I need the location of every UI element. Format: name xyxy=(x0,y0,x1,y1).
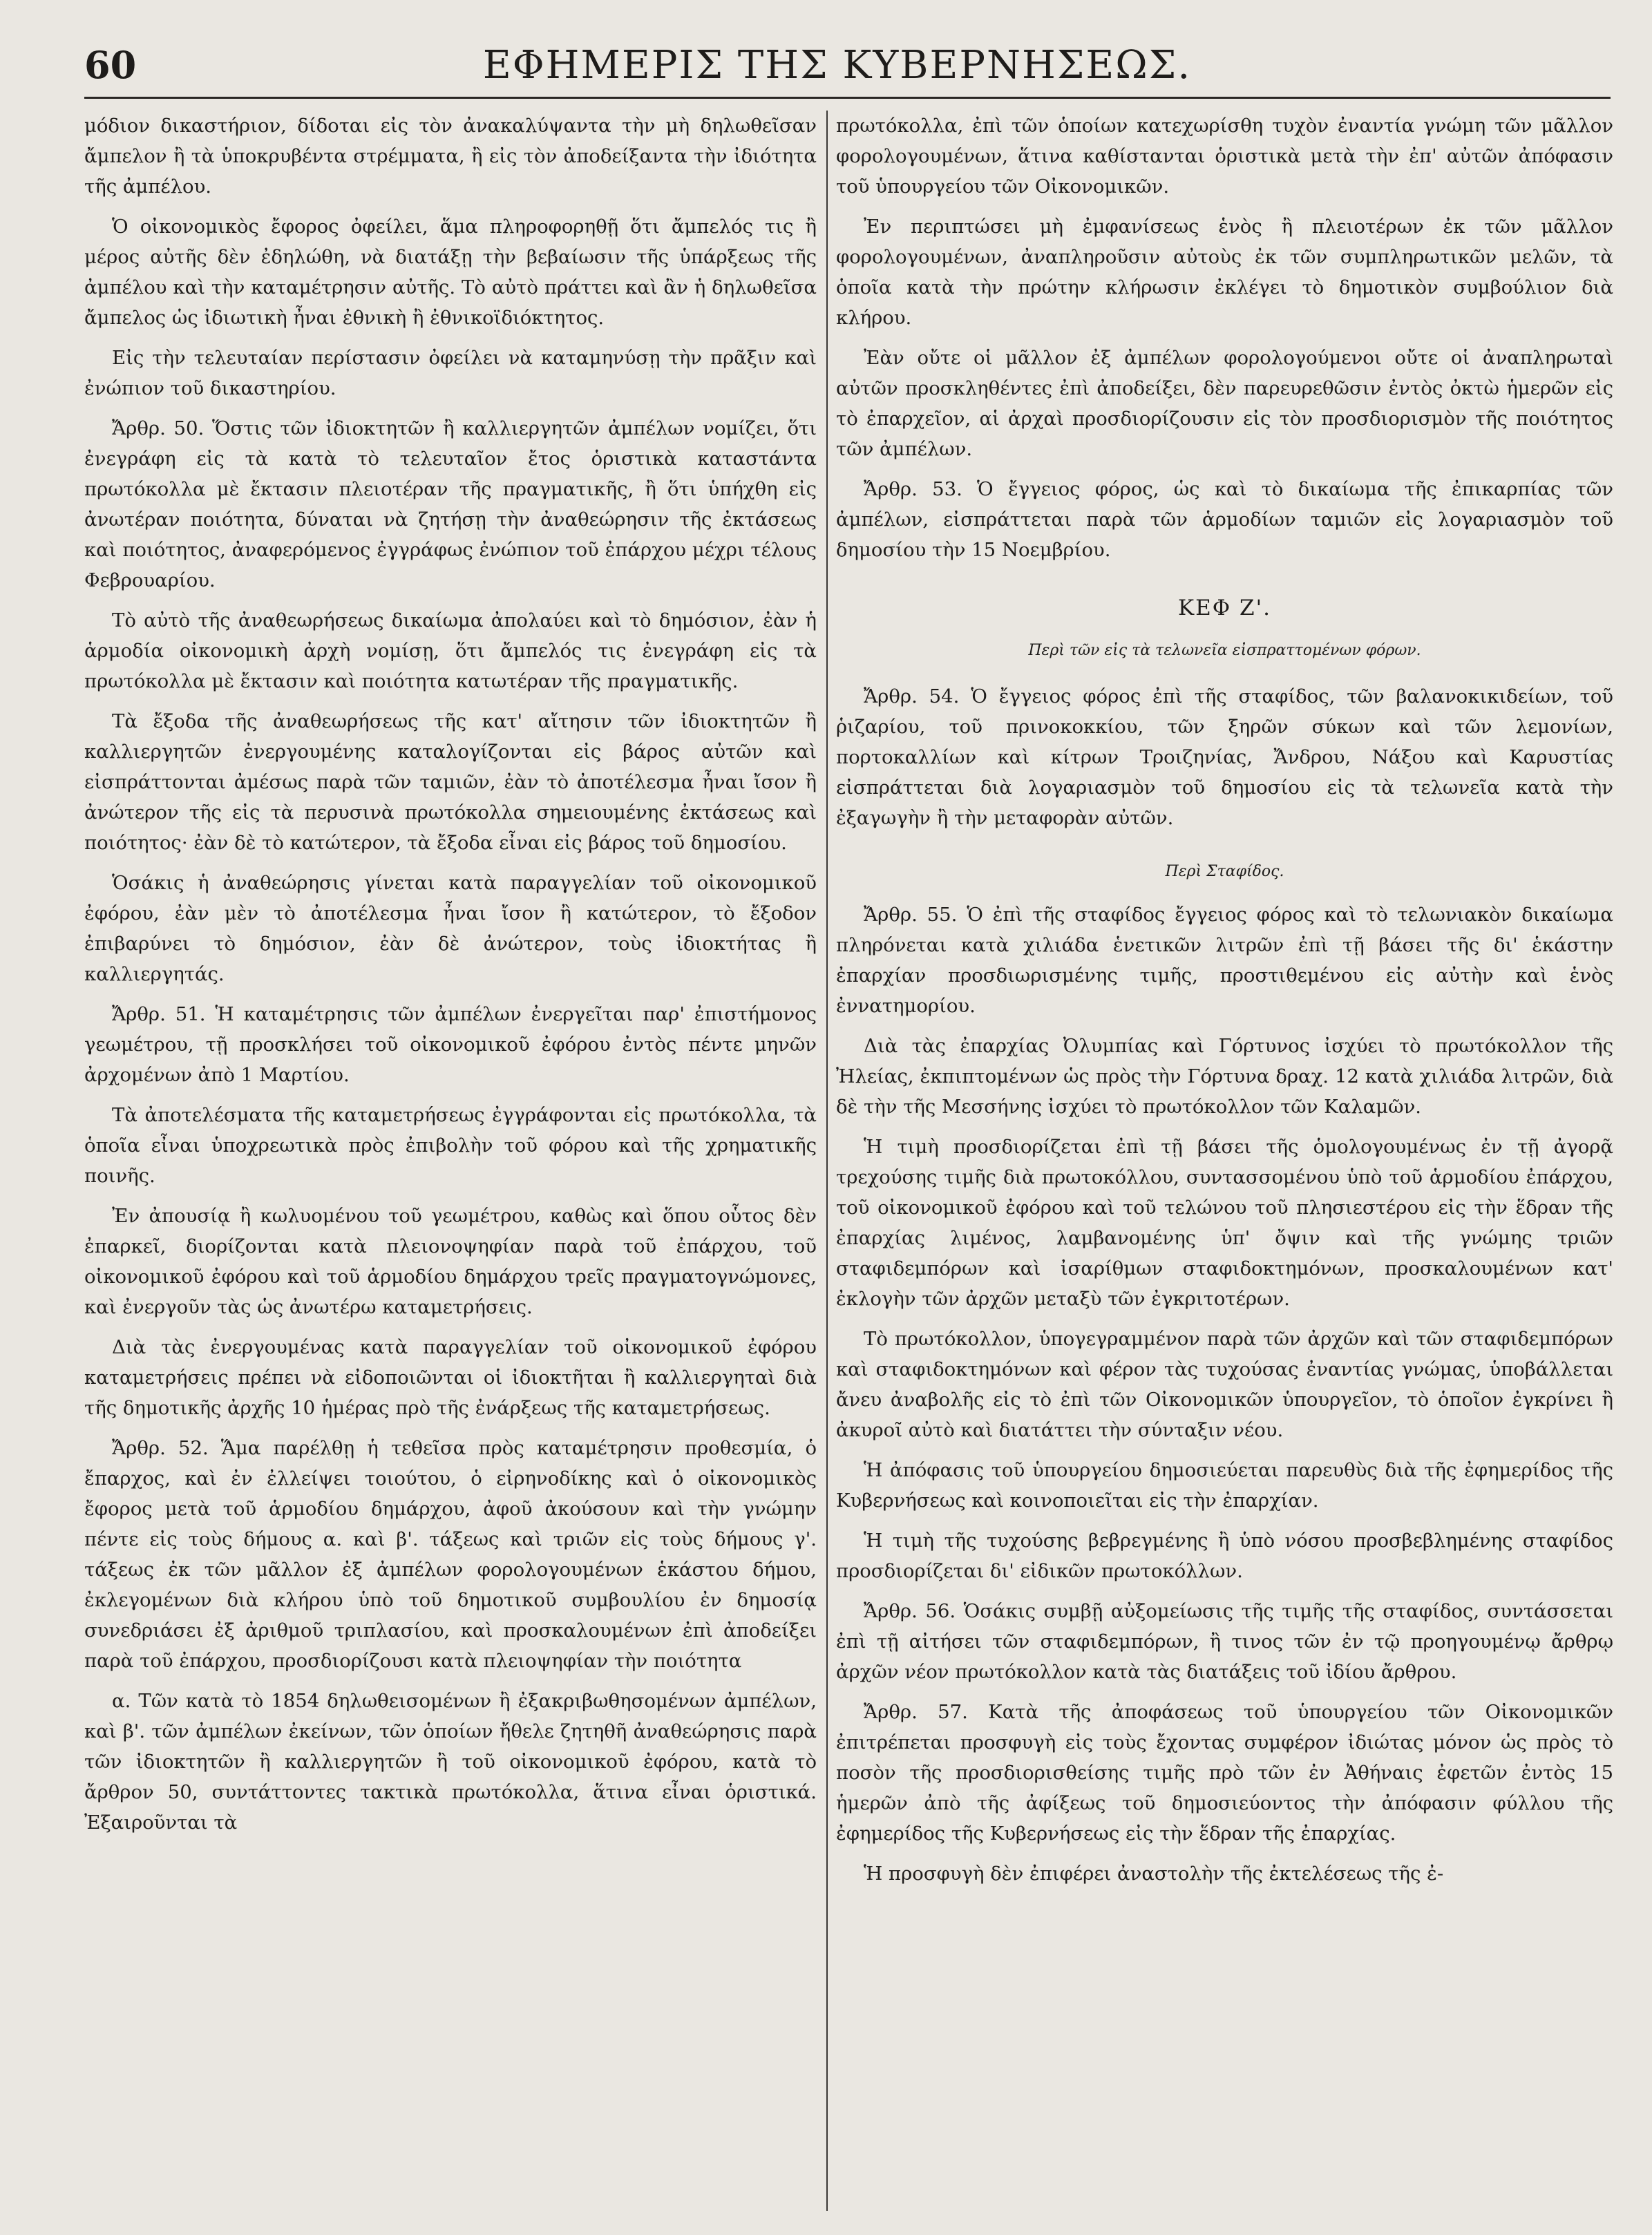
page-header xyxy=(84,43,1590,105)
column-divider xyxy=(826,111,828,2211)
header-rule xyxy=(84,97,1611,99)
paragraph: Διὰ τὰς ἐνεργουμένας κατὰ παραγγελίαν τοῦ οἰκονομικοῦ ἐφόρου καταμετρήσεις πρέπει νὰ εἰδοποιῶνται οἱ ἰδιοκτῆται ἢ καλλιεργηταὶ διὰ τῆς δημοτικῆς ἀρχῆς 10 ἡμέρας πρὸ τῆς ἐνάρξεως τῆς καταμετρήσεως. xyxy=(84,1336,817,1419)
paragraph: Ἡ ἀπόφασις τοῦ ὑπουργείου δημοσιεύεται παρευθὺς διὰ τῆς ἐφημερίδος τῆς Κυβερνήσεως καὶ κοινοποιεῖται εἰς τὴν ἐπαρχίαν. xyxy=(836,1459,1613,1512)
article-55: Ἄρθρ. 55. Ὁ ἐπὶ τῆς σταφίδος ἔγγειος φόρος καὶ τὸ τελωνιακὸν δικαίωμα πληρόνεται κατὰ χιλιάδα ἑνετικῶν λιτρῶν ἐπὶ τῇ βάσει τῆς δι' ἑκάστην ἐπαρχίαν προσδιωρισμένης τιμῆς, προστιθεμένου εἰς αὐτὴν καὶ ἑνὸς ἐννατημορίου. xyxy=(836,904,1613,1017)
article-51: Ἄρθρ. 51. Ἡ καταμέτρησις τῶν ἀμπέλων ἐνεργεῖται παρ' ἐπιστήμονος γεωμέτρου, τῇ προσκλήσει τοῦ οἰκονομικοῦ ἐφόρου ἐντὸς πέντε μηνῶν ἀρχομένων ἀπὸ 1 Μαρτίου. xyxy=(84,1003,817,1086)
paragraph: Τὰ ἔξοδα τῆς ἀναθεωρήσεως τῆς κατ' αἴτησιν τῶν ἰδιοκτητῶν ἢ καλλιεργητῶν ἐνεργουμένης καταλογίζονται εἰς βάρος αὐτῶν καὶ εἰσπράττονται ἀμέσως παρὰ τῶν ταμιῶν, ἐὰν τὸ ἀποτέλεσμα ἦναι ἴσον ἢ ἀνώτερον τῆς εἰς τὰ περυσινὰ πρωτόκολλα σημειουμένης ἐκτάσεως καὶ ποιότητος· ἐὰν δὲ τὸ κατώτερον, τὰ ἔξοδα εἶναι εἰς βάρος τοῦ δημοσίου. xyxy=(84,710,817,854)
article-57: Ἄρθρ. 57. Κατὰ τῆς ἀποφάσεως τοῦ ὑπουργείου τῶν Οἰκονομικῶν ἐπιτρέπεται προσφυγὴ εἰς τοὺς ἔχοντας συμφέρον ἰδιώτας μόνον ὡς πρὸς τὸ ποσὸν τῆς προσδιορισθείσης τιμῆς πρὸ τῶν ἐν Ἀθήναις ἐφετῶν ἐντὸς 15 ἡμερῶν ἀπὸ τῆς ἀφίξεως τοῦ δημοσιεύοντος τὴν ἀπόφασιν φύλλου τῆς ἐφημερίδος τῆς Κυβερνήσεως εἰς τὴν ἕδραν τῆς ἐπαρχίας. xyxy=(836,1701,1613,1845)
paragraph: α. Τῶν κατὰ τὸ 1854 δηλωθεισομένων ἢ ἐξακριβωθησομένων ἀμπέλων, καὶ β'. τῶν ἀμπέλων ἐκείνων, τῶν ὁποίων ἤθελε ζητηθῆ ἀναθεώρησις παρὰ τῶν ἰδιοκτητῶν ἢ καλλιεργητῶν ἢ τοῦ οἰκονομικοῦ ἐφόρου, κατὰ τὸ ἄρθρον 50, συντάττοντες τακτικὰ πρωτόκολλα, ἅτινα εἶναι ὁριστικά. Ἐξαιροῦνται τὰ xyxy=(84,1690,817,1834)
chapter-heading: ΚΕΦ Ζ'. xyxy=(1178,596,1271,620)
running-title: ΕΦΗΜΕΡΙΣ ΤΗΣ ΚΥΒΕΡΝΗΣΕΩΣ. xyxy=(482,43,1192,88)
paragraph: Ἐν περιπτώσει μὴ ἐμφανίσεως ἑνὸς ἢ πλειοτέρων ἐκ τῶν μᾶλλον φορολογουμένων, ἀναπληροῦσιν αὐτοὺς ἐκ τῶν συμπληρωτικῶν μελῶν, τὰ ὁποῖα κατὰ τὴν πρώτην κλήρωσιν ἐκλέγει τὸ δημοτικὸν συμβούλιον διὰ κλήρου. xyxy=(836,216,1613,329)
chapter-subheading: Περὶ τῶν εἰς τὰ τελωνεῖα εἰσπραττομένων φόρων. xyxy=(1028,642,1421,659)
paragraph: Ὁσάκις ἡ ἀναθεώρησις γίνεται κατὰ παραγγελίαν τοῦ οἰκονομικοῦ ἐφόρου, ἐὰν μὲν τὸ ἀποτέλεσμα ἦναι ἴσον ἢ κατώτερον, τὸ ἔξοδον ἐπιβαρύνει τὸ δημόσιον, ἐὰν δὲ ἀνώτερον, τοὺς ἰδιοκτήτας ἢ καλλιεργητάς. xyxy=(84,872,817,985)
paragraph: Εἰς τὴν τελευταίαν περίστασιν ὀφείλει νὰ καταμηνύσῃ τὴν πρᾶξιν καὶ ἐνώπιον τοῦ δικαστηρίου. xyxy=(84,347,817,399)
paragraph: Τὸ αὐτὸ τῆς ἀναθεωρήσεως δικαίωμα ἀπολαύει καὶ τὸ δημόσιον, ἐὰν ἡ ἁρμοδία οἰκονομικὴ ἀρχὴ νομίσῃ, ὅτι ἄμπελός τις ἐνεγράφη εἰς τὰ πρωτόκολλα μὲ ἔκτασιν καὶ ποιότητα κατωτέραν τῆς πραγματικῆς. xyxy=(84,609,817,692)
paragraph: Ἡ τιμὴ τῆς τυχούσης βεβρεγμένης ἢ ὑπὸ νόσου προσβεβλημένης σταφίδος προσδιορίζεται δι' εἰδικῶν πρωτοκόλλων. xyxy=(836,1530,1613,1582)
article-54: Ἄρθρ. 54. Ὁ ἔγγειος φόρος ἐπὶ τῆς σταφίδος, τῶν βαλανοκικιδείων, τοῦ ῥιζαρίου, τοῦ πρινοκοκκίου, τῶν ξηρῶν σύκων καὶ τῶν λεμονίων, πορτοκαλλίων καὶ κίτρων Τροιζηνίας, Ἄνδρου, Νάξου καὶ Καρυστίας εἰσπράττεται διὰ λογαριασμὸν τοῦ δημοσίου εἰς τὰ τελωνεῖα κατὰ τὴν ἐξαγωγὴν ἢ τὴν μεταφορὰν αὐτῶν. xyxy=(836,685,1613,829)
paragraph: Τὸ πρωτόκολλον, ὑπογεγραμμένον παρὰ τῶν ἀρχῶν καὶ τῶν σταφιδεμπόρων καὶ σταφιδοκτημόνων καὶ φέρον τὰς τυχούσας ἐναντίας γνώμας, ὑποβάλλεται ἄνευ ἀναβολῆς εἰς τὸ ἐπὶ τῶν Οἰκονομικῶν ὑπουργεῖον, τὸ ὁποῖον ἐγκρίνει ἢ ἀκυροῖ αὐτὸ καὶ διατάττει τὴν σύνταξιν νέου. xyxy=(836,1328,1613,1441)
article-50: Ἄρθρ. 50. Ὅστις τῶν ἰδιοκτητῶν ἢ καλλιεργητῶν ἀμπέλων νομίζει, ὅτι ἐνεγράφη εἰς τὰ κατὰ τὸ τελευταῖον ἔτος ὁριστικὰ καταστάντα πρωτόκολλα μὲ ἔκτασιν πλειοτέραν τῆς πραγματικῆς, ἢ ὅτι ὑπήχθη εἰς ἀνωτέραν ποιότητα, δύναται νὰ ζητήσῃ τὴν ἀναθεώρησιν τῆς ἐκτάσεως καὶ ποιότητος, ἀναφερόμενος ἐγγράφως ἐνώπιον τοῦ ἐπάρχου μέχρι τέλους Φεβρουαρίου. xyxy=(84,417,817,591)
article-53: Ἄρθρ. 53. Ὁ ἔγγειος φόρος, ὡς καὶ τὸ δικαίωμα τῆς ἐπικαρπίας τῶν ἀμπέλων, εἰσπράττεται παρὰ τῶν ἁρμοδίων ταμιῶν εἰς λογαριασμὸν τοῦ δημοσίου τὴν 15 Νοεμβρίου. xyxy=(836,478,1613,561)
paragraph: Τὰ ἀποτελέσματα τῆς καταμετρήσεως ἐγγράφονται εἰς πρωτόκολλα, τὰ ὁποῖα εἶναι ὑποχρεωτικὰ πρὸς ἐπιβολὴν τοῦ φόρου καὶ τῆς χρηματικῆς ποινῆς. xyxy=(84,1104,817,1187)
paragraph: Ἐὰν οὔτε οἱ μᾶλλον ἐξ ἀμπέλων φορολογούμενοι οὔτε οἱ ἀναπληρωταὶ αὐτῶν προσκληθέντες ἐπὶ ἀποδείξει, δὲν παρευρεθῶσιν ἐντὸς ὀκτὼ ἡμερῶν εἰς τὸ ἐπαρχεῖον, αἱ ἀρχαὶ προσδιορίζουσιν εἰς τὸν προσδιορισμὸν τῆς ποιότητος τῶν ἀμπέλων. xyxy=(836,347,1613,460)
paragraph: Διὰ τὰς ἐπαρχίας Ὀλυμπίας καὶ Γόρτυνος ἰσχύει τὸ πρωτόκολλον τῆς Ἠλείας, ἐκπιπτομένων ὡς πρὸς τὴν Γόρτυνα δραχ. 12 κατὰ χιλιάδα λιτρῶν, διὰ δὲ τὴν τῆς Μεσσήνης ἰσχύει τὸ πρωτόκολλον τῶν Καλαμῶν. xyxy=(836,1035,1613,1118)
paragraph: Ἡ προσφυγὴ δὲν ἐπιφέρει ἀναστολὴν τῆς ἐκτελέσεως τῆς ἐ- xyxy=(864,1863,1444,1885)
page-number: 60 xyxy=(84,43,137,87)
paragraph: Ἡ τιμὴ προσδιορίζεται ἐπὶ τῇ βάσει τῆς ὁμολογουμένως ἐν τῇ ἀγορᾷ τρεχούσης τιμῆς διὰ πρωτοκόλλου, συντασσομένου ὑπὸ τοῦ ἁρμοδίου ἐπάρχου, τοῦ οἰκονομικοῦ ἐφόρου καὶ τοῦ τελώνου τοῦ πλησιεστέρου εἰς τὴν ἕδραν τῆς ἐπαρχίας λιμένος, λαμβανομένης ὑπ' ὄψιν καὶ τῆς γνώμης τριῶν σταφιδεμπόρων καὶ ἰσαρίθμων σταφιδοκτημόνων, προσκαλουμένων κατ' ἐκλογὴν τῶν ἀρχῶν μεταξὺ τῶν ἐγκριτοτέρων. xyxy=(836,1136,1613,1310)
left-column xyxy=(84,111,817,1847)
paragraph: πρωτόκολλα, ἐπὶ τῶν ὁποίων κατεχωρίσθη τυχὸν ἐναντία γνώμη τῶν μᾶλλον φορολογουμένων, ἅτινα καθίστανται ὁριστικὰ μετὰ τὴν ἐπ' αὐτῶν ἀπόφασιν τοῦ ὑπουργείου τῶν Οἰκονομικῶν. xyxy=(836,115,1613,198)
article-56: Ἄρθρ. 56. Ὁσάκις συμβῇ αὐξομείωσις τῆς τιμῆς τῆς σταφίδος, συντάσσεται ἐπὶ τῇ αἰτήσει τῶν σταφιδεμπόρων, ἢ τινος τῶν ἐν τῷ προηγουμένῳ ἄρθρῳ ἀρχῶν νέον πρωτόκολλον κατὰ τὰς διατάξεις τοῦ ἰδίου ἄρθρου. xyxy=(836,1600,1613,1683)
paragraph: Ἐν ἀπουσίᾳ ἢ κωλυομένου τοῦ γεωμέτρου, καθὼς καὶ ὅπου οὗτος δὲν ἐπαρκεῖ, διορίζονται κατὰ πλειονοψηφίαν παρὰ τοῦ ἐπάρχου, τοῦ οἰκονομικοῦ ἐφόρου καὶ τοῦ ἁρμοδίου δημάρχου τρεῖς πραγματογνώμονες, καὶ ἐνεργοῦν τὰς ὡς ἀνωτέρω καταμετρήσεις. xyxy=(84,1205,817,1318)
paragraph: μόδιον δικαστήριον, δίδοται εἰς τὸν ἀνακαλύψαντα τὴν μὴ δηλωθεῖσαν ἄμπελον ἢ τὰ ὑποκρυβέντα στρέμματα, ἢ εἰς τὸν ἀποδείξαντα τὴν ἰδιότητα τῆς ἀμπέλου. xyxy=(84,115,817,198)
article-52: Ἄρθρ. 52. Ἅμα παρέλθῃ ἡ τεθεῖσα πρὸς καταμέτρησιν προθεσμία, ὁ ἔπαρχος, καὶ ἐν ἐλλείψει τοιούτου, ὁ εἰρηνοδίκης καὶ ὁ οἰκονομικὸς ἔφορος μετὰ τοῦ ἁρμοδίου δημάρχου, ἀφοῦ ἀκούσουν καὶ τὴν γνώμην πέντε εἰς τοὺς δήμους α. καὶ β'. τάξεως καὶ τριῶν εἰς τοὺς δήμους γ'. τάξεως ἐκ τῶν μᾶλλον ἐξ ἀμπέλων φορολογουμένων ἑκάστου δήμου, ἐκλεγομένων διὰ κλήρου ὑπὸ τοῦ δημοτικοῦ συμβουλίου ἐν δημοσίᾳ συνεδριάσει ἐξ ἀριθμοῦ τριπλασίου, καὶ προσκαλουμένων ἐπὶ ἀποδείξει παρὰ τοῦ ἐπάρχου, προσδιορίζουσι κατὰ πλειοψηφίαν τὴν ποιότητα xyxy=(84,1437,817,1672)
right-column xyxy=(836,111,1613,1899)
paragraph: Ὁ οἰκονομικὸς ἔφορος ὀφείλει, ἅμα πληροφορηθῇ ὅτι ἄμπελός τις ἢ μέρος αὐτῆς δὲν ἐδηλώθη, νὰ διατάξῃ τὴν βεβαίωσιν τῆς ὑπάρξεως τῆς ἀμπέλου καὶ τὴν καταμέτρησιν αὐτῆς. Τὸ αὐτὸ πράττει καὶ ἂν ἡ δηλωθεῖσα ἄμπελος ὡς ἰδιωτικὴ ἦναι ἐθνικὴ ἢ ἐθνικοϊδιόκτητος. xyxy=(84,216,817,329)
section-heading: Περὶ Σταφίδος. xyxy=(1165,863,1284,880)
